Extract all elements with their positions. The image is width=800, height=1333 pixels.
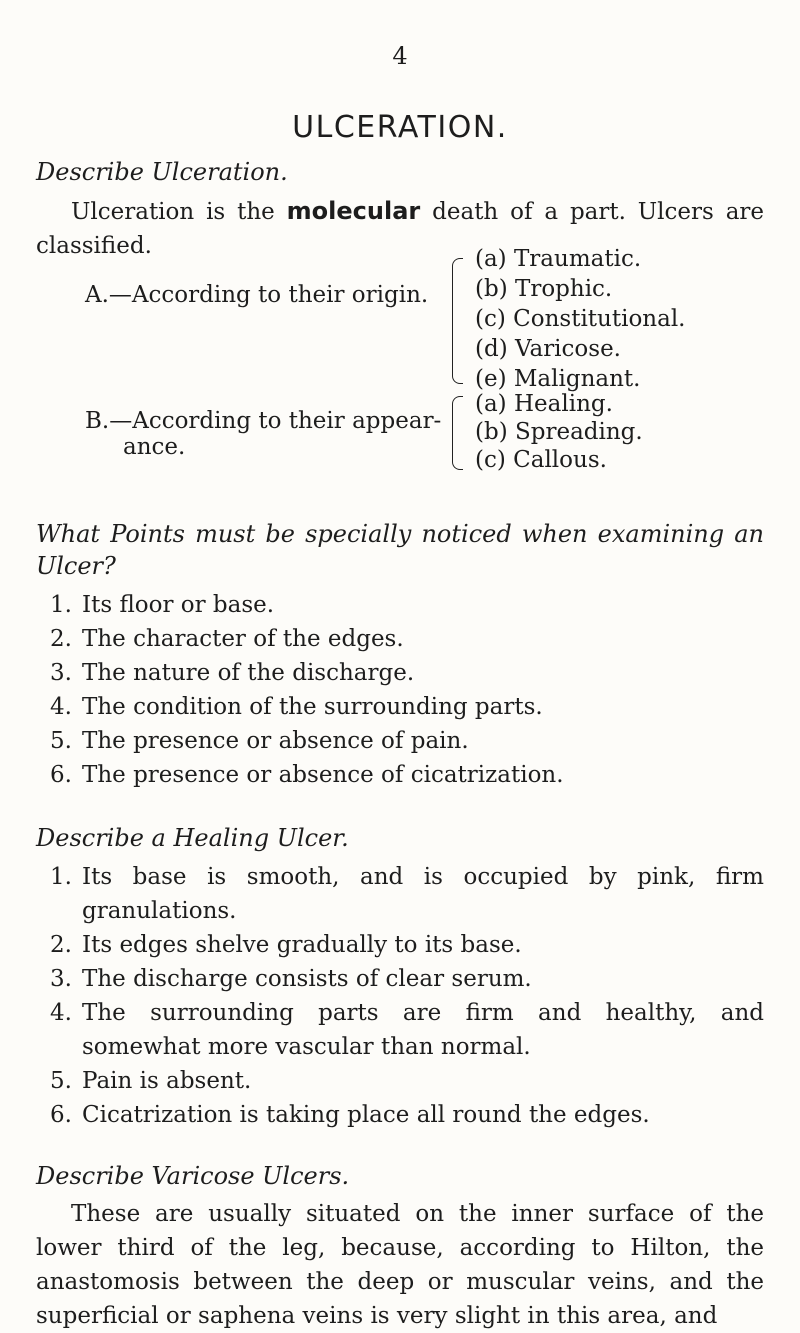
- classification-origin-label: A.—According to their origin.: [85, 282, 429, 308]
- appearance-item: (c) Callous.: [475, 447, 607, 473]
- ulceration-bold-word: molecular: [286, 197, 421, 225]
- list-item: 6. The presence or absence of cicatrization.: [50, 762, 564, 788]
- list-item: 3. The discharge consists of clear serum.: [50, 966, 532, 992]
- ulceration-text-before: Ulceration is the: [71, 199, 275, 225]
- list-item: 4. The surrounding parts are firm and healthy, and somewhat more vascular than normal.: [50, 1000, 764, 1060]
- list-item: 2. The character of the edges.: [50, 626, 404, 652]
- classification-appearance-label: [85, 408, 441, 460]
- heading-healing-ulcer: Describe a Healing Ulcer.: [36, 824, 349, 852]
- ulceration-text-after: death of a part. Ulcers are classified.: [36, 199, 765, 259]
- origin-item: (c) Constitutional.: [475, 306, 686, 332]
- list-item: 4. The condition of the surrounding parts.: [50, 694, 543, 720]
- origin-item: (d) Varicose.: [475, 336, 621, 362]
- appearance-list: [475, 390, 643, 474]
- list-item: 1. Its floor or base.: [50, 592, 275, 618]
- heading-describe-ulceration: Describe Ulceration.: [36, 158, 288, 186]
- list-item: 2. Its edges shelve gradually to its base.: [50, 932, 522, 958]
- appearance-item: (a) Healing.: [475, 391, 613, 417]
- page-number: 4: [392, 42, 408, 70]
- list-item: 5. Pain is absent.: [50, 1068, 252, 1094]
- heading-varicose-ulcers: Describe Varicose Ulcers.: [36, 1162, 350, 1190]
- origin-item: (b) Trophic.: [475, 276, 613, 302]
- heading-points: What Points must be specially noticed when examining an Ulcer?: [36, 520, 764, 580]
- list-item: 6. Cicatrization is taking place all round the edges.: [50, 1102, 650, 1128]
- appearance-label-line1: B.—According to their appear-: [85, 408, 442, 434]
- origin-item: (e) Malignant.: [475, 366, 641, 392]
- list-item: 5. The presence or absence of pain.: [50, 728, 469, 754]
- healing-list: [50, 860, 764, 1132]
- list-item: 3. The nature of the discharge.: [50, 660, 415, 686]
- origin-item: (a) Traumatic.: [475, 246, 642, 272]
- appearance-item: (b) Spreading.: [475, 419, 643, 445]
- list-item: 1. Its base is smooth, and is occupied by pink, firm granulations.: [50, 864, 764, 924]
- points-list: [50, 588, 764, 792]
- appearance-brace: [452, 396, 463, 470]
- origin-list: [475, 244, 686, 394]
- varicose-paragraph: These are usually situated on the inner surface of the lower third of the leg, because, according to Hilton, the anastomosis between the deep or muscular veins, and the superficial or saphena veins is very slight in this area, and: [36, 1201, 764, 1329]
- chapter-title: ULCERATION.: [292, 110, 508, 145]
- appearance-label-line2: ance.: [123, 434, 186, 460]
- origin-brace: [452, 258, 463, 384]
